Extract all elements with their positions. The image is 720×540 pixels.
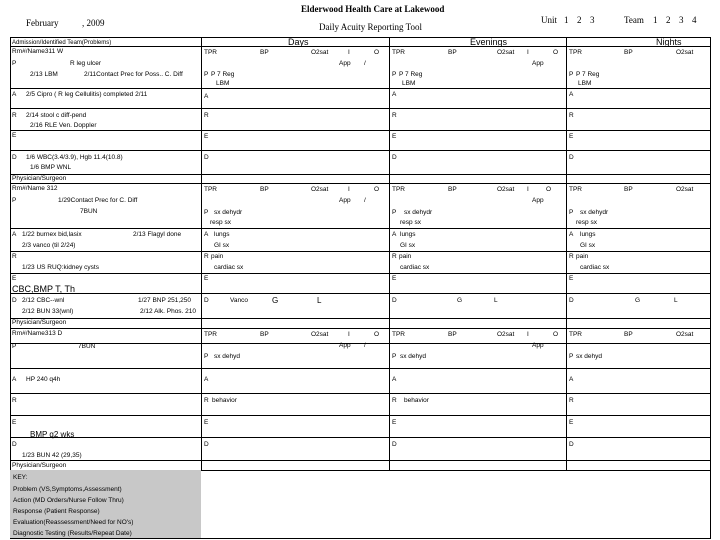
lbm-label: LBM: [402, 80, 416, 87]
tpr-label: TPR: [392, 186, 405, 193]
response-note: 2/14 stool c diff-pend: [26, 112, 87, 119]
appetite-label: App: [532, 197, 544, 204]
problem-note: resp sx: [576, 219, 597, 226]
problem-prefix: P: [392, 71, 397, 78]
diagnostic-prefix: D: [204, 154, 209, 161]
action-note: 1/22 burnex bid,lasix: [22, 231, 82, 238]
problem-prefix: P: [392, 353, 397, 360]
grid-line: [389, 37, 390, 470]
diagnostic-note: 1/6 BMP WNL: [30, 164, 72, 171]
action-prefix: A: [392, 231, 397, 238]
appetite-separator: /: [364, 60, 366, 67]
output-label: O: [374, 186, 380, 193]
bp-label: BP: [260, 186, 269, 193]
intake-label: I: [348, 186, 350, 193]
grid-line: [10, 415, 710, 416]
action-prefix: A: [392, 376, 397, 383]
physician-label: Physician/Surgeon: [12, 319, 67, 326]
key-title: KEY:: [13, 474, 28, 481]
bp-label: BP: [624, 186, 633, 193]
evaluation-note: CBC,BMP T, Th: [12, 284, 76, 294]
appetite-label: App: [339, 60, 351, 67]
evaluation-prefix: E: [569, 275, 574, 282]
tpr-label: TPR: [569, 49, 582, 56]
output-label: O: [553, 331, 559, 338]
bp-label: BP: [448, 49, 457, 56]
lbm-label: LBM: [216, 80, 230, 87]
problem-note: sx dehyd: [400, 353, 427, 360]
response-note: pain: [576, 253, 589, 260]
output-label: O: [546, 186, 552, 193]
response-note: 1/23 US RUQ:kidney cysts: [22, 264, 99, 271]
grid-line: [10, 183, 710, 184]
o2sat-label: O2sat: [311, 331, 329, 338]
facility-name: Elderwood Health Care at Lakewood: [301, 4, 445, 14]
physician-label: Physician/Surgeon: [12, 462, 67, 469]
bp-label: BP: [448, 186, 457, 193]
action-prefix: A: [204, 376, 209, 383]
diagnostic-note: L: [494, 297, 498, 304]
output-label: O: [374, 331, 380, 338]
evaluation-prefix: E: [569, 133, 574, 140]
intake-label: I: [348, 49, 350, 56]
response-note: cardiac sx: [214, 264, 244, 271]
team-option-4[interactable]: 4: [692, 15, 697, 25]
bp-label: BP: [624, 49, 633, 56]
diagnostic-prefix: D: [12, 154, 17, 161]
team-option-1[interactable]: 1: [653, 15, 658, 25]
action-prefix: A: [204, 93, 209, 100]
intake-label: I: [527, 49, 529, 56]
evaluation-prefix: E: [204, 275, 209, 282]
form-title: Daily Acuity Reporting Tool: [319, 22, 422, 32]
o2sat-label: O2sat: [676, 186, 694, 193]
diagnostic-prefix: D: [12, 297, 17, 304]
diagnostic-note: 2/12 Alk. Phos. 210: [140, 308, 197, 315]
key-item: Action (MD Orders/Nurse Follow Thru): [13, 497, 124, 504]
nights-column-header: Nights: [656, 37, 682, 47]
grid-line: [10, 368, 710, 369]
action-note: GI sx: [580, 242, 596, 249]
diagnostic-note: Vanco: [230, 297, 248, 304]
key-item: Diagnostic Testing (Results/Repeat Date): [13, 530, 132, 537]
problem-note: sx dehydr: [580, 209, 609, 216]
action-note: 2/3 vanco (til 2/24): [22, 242, 76, 249]
patient-room-name[interactable]: Rm#/Name313 D: [12, 330, 63, 337]
unit-label: Unit: [541, 15, 558, 25]
action-prefix: A: [12, 376, 17, 383]
evaluation-prefix: E: [12, 132, 17, 139]
problem-prefix: P: [204, 209, 209, 216]
response-prefix: R: [204, 397, 209, 404]
response-note: pain: [399, 253, 412, 260]
team-label: Team: [624, 15, 644, 25]
problem-note: sx dehyd: [214, 353, 241, 360]
problem-note: resp sx: [400, 219, 421, 226]
response-prefix: R: [569, 397, 574, 404]
problem-prefix: P: [569, 71, 574, 78]
team-option-3[interactable]: 3: [679, 15, 684, 25]
tpr-label: TPR: [204, 331, 217, 338]
grid-line: [10, 460, 710, 461]
grid-line: [10, 228, 710, 229]
unit-option-1[interactable]: 1: [564, 15, 569, 25]
diagnostic-note: G: [272, 296, 279, 305]
grid-line: [10, 37, 710, 38]
problem-note: sx dehydr: [404, 209, 433, 216]
response-note: behavior: [212, 397, 237, 404]
problem-prefix: P: [12, 60, 17, 67]
appetite-label: App: [532, 342, 544, 349]
output-label: O: [374, 49, 380, 56]
evaluation-prefix: E: [569, 419, 574, 426]
action-prefix: A: [569, 376, 574, 383]
grid-line: [10, 88, 710, 89]
o2sat-label: O2sat: [676, 49, 694, 56]
tpr-label: TPR: [569, 331, 582, 338]
problem-note: resp sx: [210, 219, 231, 226]
tpr-label: TPR: [204, 49, 217, 56]
appetite-separator: /: [364, 197, 366, 204]
grid-line: [10, 393, 710, 394]
diagnostic-note: 1/6 WBC(3.4/3.9), Hgb 11.4(10.8): [26, 154, 123, 161]
key-item: Problem (VS,Symptoms,Assessment): [13, 486, 122, 493]
evaluation-prefix: E: [392, 275, 397, 282]
patient-room-name[interactable]: Rm#/Name311 W: [12, 48, 64, 55]
tpr-label: TPR: [569, 186, 582, 193]
diagnostic-prefix: D: [392, 154, 397, 161]
grid-line: [10, 273, 710, 274]
tpr-label: TPR: [392, 49, 405, 56]
bp-label: BP: [448, 331, 457, 338]
action-prefix: A: [392, 91, 397, 98]
grid-line: [10, 174, 710, 175]
diagnostic-prefix: D: [569, 441, 574, 448]
output-label: O: [553, 49, 559, 56]
diagnostic-note: L: [674, 297, 678, 304]
action-note: HP 240 q4h: [26, 376, 61, 383]
action-note: GI sx: [400, 242, 416, 249]
diagnostic-prefix: D: [12, 441, 17, 448]
unit-option-3[interactable]: 3: [590, 15, 595, 25]
action-prefix: A: [12, 231, 17, 238]
problem-prefix: P: [392, 209, 397, 216]
action-note: 2/5 Cipro ( R leg Cellulitis) completed 2/11: [26, 91, 148, 98]
grid-line: [10, 46, 710, 47]
tpr-label: TPR: [392, 331, 405, 338]
evaluation-prefix: E: [12, 419, 17, 426]
response-prefix: R: [12, 253, 17, 260]
problem-note: sx dehyd: [576, 353, 603, 360]
intake-label: I: [527, 331, 529, 338]
problem-prefix: P: [569, 353, 574, 360]
diagnostic-note: 1/23 BUN 42 (29,35): [22, 452, 82, 459]
diagnostic-note: 1/27 BNP 251,250: [138, 297, 192, 304]
response-prefix: R: [392, 397, 397, 404]
evaluation-prefix: E: [204, 419, 209, 426]
o2sat-label: O2sat: [497, 186, 515, 193]
grid-line: [10, 108, 710, 109]
tpr-label: TPR: [204, 186, 217, 193]
unit-option-2[interactable]: 2: [577, 15, 582, 25]
o2sat-label: O2sat: [497, 49, 515, 56]
diagnostic-prefix: D: [204, 297, 209, 304]
diagnostic-prefix: D: [569, 297, 574, 304]
report-month: February: [26, 18, 59, 28]
days-column-header: Days: [288, 37, 309, 47]
action-note: 2/13 Flagyl done: [133, 231, 182, 238]
report-year: , 2009: [82, 18, 105, 28]
problem-prefix: P: [12, 197, 17, 204]
appetite-label: App: [339, 197, 351, 204]
response-prefix: R: [392, 253, 397, 260]
key-item: Evaluation(Reassessment/Need for NO's): [13, 519, 134, 526]
response-note: cardiac sx: [580, 264, 610, 271]
response-note: pain: [211, 253, 224, 260]
diagnostic-note: G: [457, 297, 463, 304]
grid-line: [201, 37, 202, 470]
problem-prefix: P: [204, 353, 209, 360]
lbm-label: LBM: [578, 80, 592, 87]
response-note: behavior: [404, 397, 429, 404]
patient-room-name[interactable]: Rm#/Name 312: [12, 185, 58, 192]
intake-label: I: [527, 186, 529, 193]
p7-reg-label: P 7 Reg: [399, 71, 423, 78]
diagnostic-prefix: D: [392, 441, 397, 448]
response-prefix: R: [12, 397, 17, 404]
action-prefix: A: [12, 91, 17, 98]
admission-column-header: Admission/Identified Team(Problems): [12, 40, 112, 46]
problem-prefix: P: [12, 343, 17, 350]
evenings-column-header: Evenings: [470, 37, 508, 47]
response-prefix: R: [569, 112, 574, 119]
action-note: lungs: [400, 231, 416, 238]
problem-note: 2/13 LBM: [30, 71, 58, 78]
grid-line: [566, 37, 567, 470]
p7-reg-label: P 7 Reg: [576, 71, 600, 78]
grid-line: [10, 437, 710, 438]
intake-label: I: [348, 331, 350, 338]
o2sat-label: O2sat: [676, 331, 694, 338]
appetite-label: App: [532, 60, 544, 67]
action-note: lungs: [214, 231, 230, 238]
appetite-separator: /: [364, 342, 366, 349]
grid-line: [10, 150, 710, 151]
evaluation-prefix: E: [204, 133, 209, 140]
evaluation-prefix: E: [12, 275, 17, 282]
p7-reg-label: P 7 Reg: [211, 71, 235, 78]
grid-line: [10, 37, 11, 539]
problem-note: R leg ulcer: [70, 60, 102, 67]
action-note: GI sx: [214, 242, 230, 249]
grid-line: [10, 318, 710, 319]
grid-line: [10, 328, 710, 329]
grid-line: [710, 37, 711, 539]
response-prefix: R: [569, 253, 574, 260]
grid-line: [10, 538, 710, 539]
diagnostic-prefix: D: [392, 297, 397, 304]
diagnostic-note: G: [635, 297, 641, 304]
problem-note: 2/11Contact Prec for Poss.. C. Diff: [84, 71, 183, 78]
response-prefix: R: [392, 112, 397, 119]
action-prefix: A: [204, 231, 209, 238]
response-note: 2/16 RLE Ven. Doppler: [30, 122, 97, 129]
response-prefix: R: [204, 253, 209, 260]
diagnostic-note: 2/12 BUN 33(wnl): [22, 308, 74, 315]
diagnostic-prefix: D: [569, 154, 574, 161]
problem-note: 1/29Contact Prec for C. Diff: [58, 197, 138, 204]
key-item: Response (Patient Response): [13, 508, 100, 515]
problem-note: sx dehydr: [214, 209, 243, 216]
grid-line: [10, 130, 710, 131]
evaluation-note: BMP q2 wks: [30, 430, 75, 439]
bp-label: BP: [260, 49, 269, 56]
team-option-2[interactable]: 2: [666, 15, 671, 25]
physician-label: Physician/Surgeon: [12, 175, 67, 182]
problem-note: 7BUN: [80, 208, 98, 215]
response-prefix: R: [12, 112, 17, 119]
bp-label: BP: [624, 331, 633, 338]
action-prefix: A: [569, 91, 574, 98]
action-note: lungs: [580, 231, 596, 238]
grid-line: [10, 343, 710, 344]
diagnostic-prefix: D: [204, 441, 209, 448]
problem-note: 7BUN: [78, 343, 96, 350]
o2sat-label: O2sat: [497, 331, 515, 338]
o2sat-label: O2sat: [311, 186, 329, 193]
problem-prefix: P: [204, 71, 209, 78]
problem-prefix: P: [569, 209, 574, 216]
response-note: cardiac sx: [400, 264, 430, 271]
grid-line: [10, 251, 710, 252]
diagnostic-note: 2/12 CBC--wnl: [22, 297, 65, 304]
response-prefix: R: [204, 112, 209, 119]
bp-label: BP: [260, 331, 269, 338]
diagnostic-note: L: [317, 296, 322, 305]
evaluation-prefix: E: [392, 133, 397, 140]
action-prefix: A: [569, 231, 574, 238]
appetite-label: App: [339, 342, 351, 349]
grid-line: [10, 293, 710, 294]
evaluation-prefix: E: [392, 419, 397, 426]
o2sat-label: O2sat: [311, 49, 329, 56]
